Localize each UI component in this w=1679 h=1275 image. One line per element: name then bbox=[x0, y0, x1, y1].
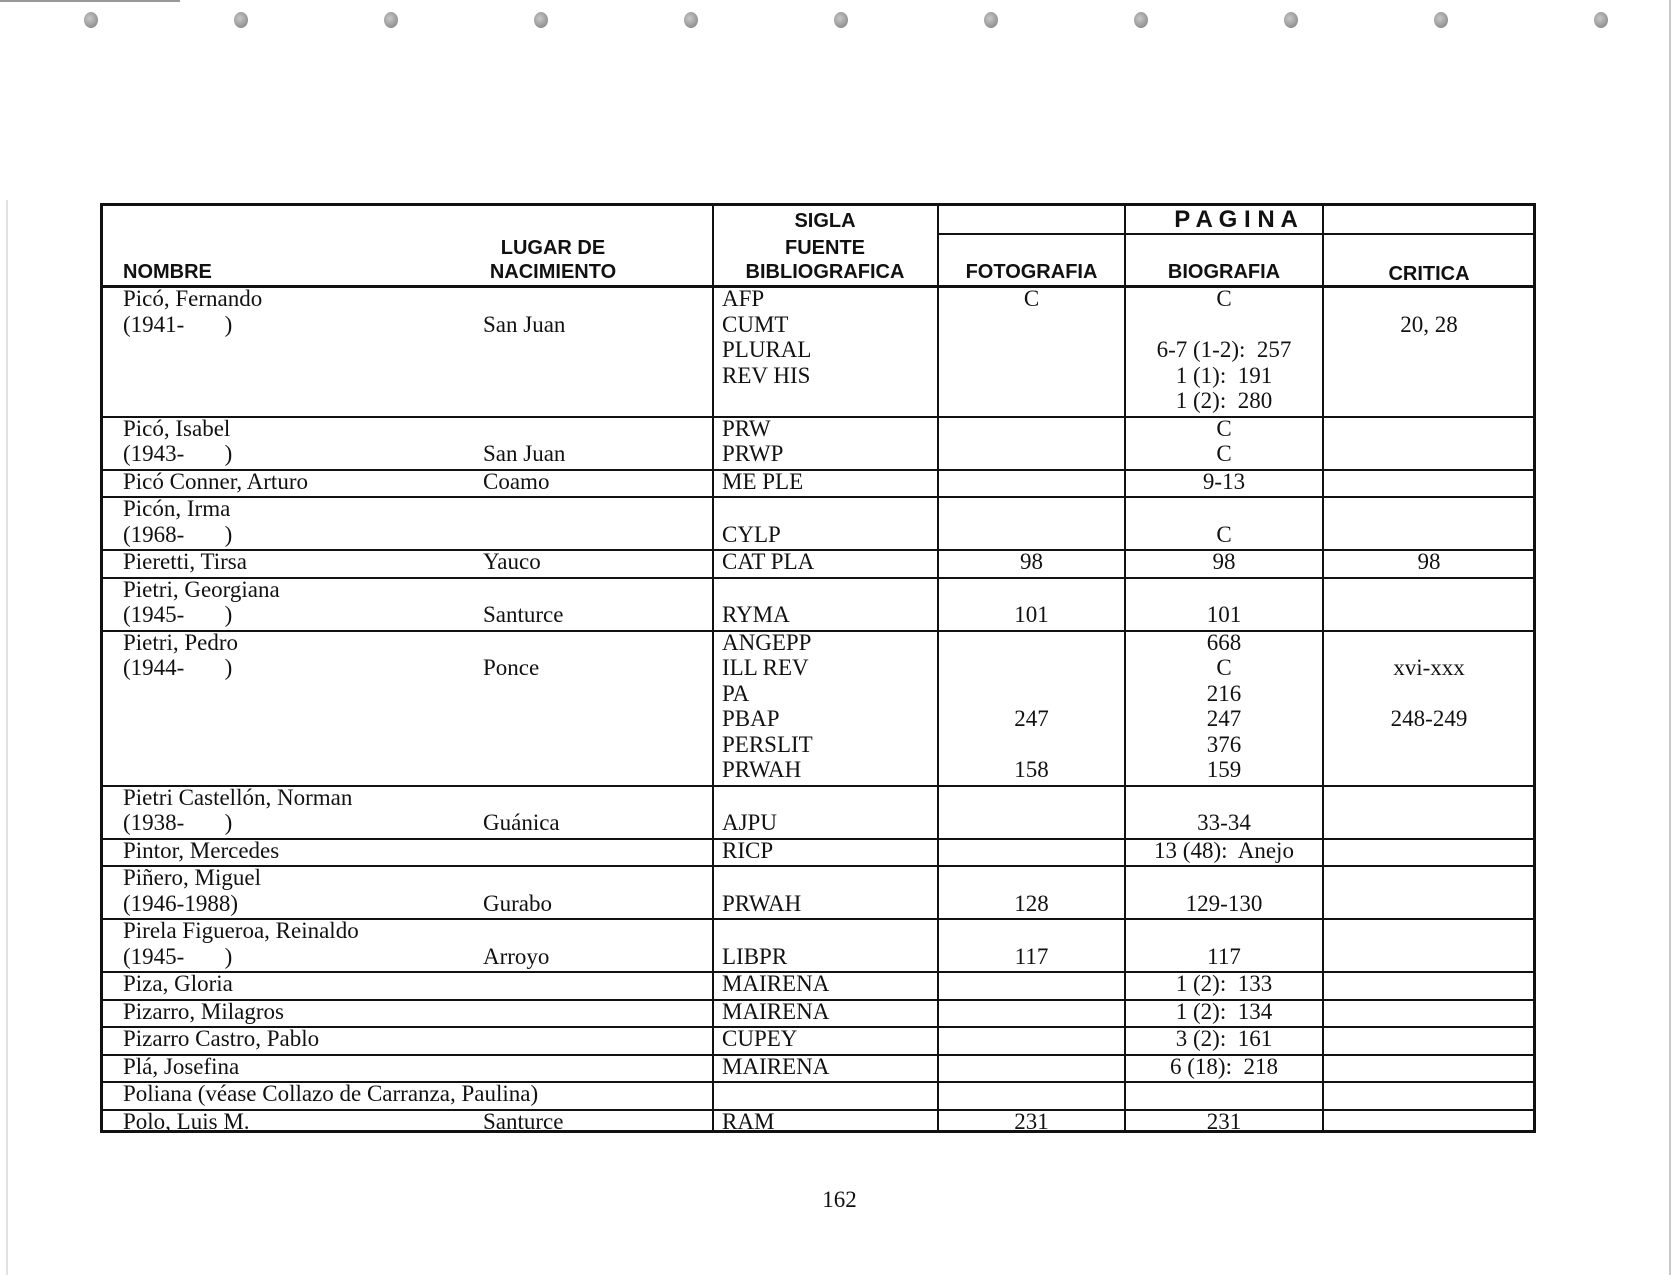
binder-hole-icon bbox=[1134, 12, 1148, 28]
cell-bio: C bbox=[1216, 521, 1232, 547]
cell-sigla: PRWAH bbox=[722, 890, 802, 916]
header-lugar-1: LUGAR DE bbox=[500, 237, 606, 259]
cell-bio: 1 (2): 134 bbox=[1175, 998, 1273, 1024]
cell-nombre: Plá, Josefina bbox=[123, 1053, 240, 1079]
header-fuente-2: BIBLIOGRAFICA bbox=[745, 261, 905, 283]
cell-lugar: Yauco bbox=[483, 549, 541, 574]
cell-sigla: ANGEPP ILL REV PA PBAP PERSLIT PRWAH bbox=[722, 629, 813, 782]
cell-sigla: AFP CUMT PLURAL REV HIS bbox=[722, 286, 812, 388]
scan-edge-line bbox=[0, 0, 180, 2]
cell-foto: 128 bbox=[1014, 890, 1049, 916]
cell-foto: 98 bbox=[1020, 549, 1043, 574]
header-fotografia: FOTOGRAFIA bbox=[965, 261, 1098, 283]
cell-lugar: Coamo bbox=[483, 468, 550, 494]
column-divider bbox=[712, 206, 714, 1130]
cell-lugar: Santurce bbox=[483, 602, 564, 627]
cell-critica: 98 bbox=[1417, 549, 1441, 574]
binder-hole-icon bbox=[534, 12, 548, 28]
bibliography-table bbox=[100, 203, 1536, 1133]
header-pagina: P A G I N A bbox=[1174, 206, 1298, 233]
cell-bio: 13 (48): Anejo bbox=[1154, 837, 1294, 863]
binder-hole-icon bbox=[684, 12, 698, 28]
binder-hole-icon bbox=[834, 12, 848, 28]
cell-bio: 9-13 bbox=[1202, 468, 1246, 494]
cell-sigla: LIBPR bbox=[722, 943, 788, 969]
cell-nombre: Picó, Fernando (1941- ) bbox=[123, 286, 263, 337]
cell-foto: 117 bbox=[1014, 943, 1049, 969]
cell-foto: 101 bbox=[1014, 602, 1049, 627]
cell-critica: 20, 28 bbox=[1400, 311, 1458, 337]
header-nombre: NOMBRE bbox=[123, 261, 212, 283]
cell-bio: 101 bbox=[1206, 602, 1242, 627]
cell-lugar: Ponce bbox=[483, 655, 540, 680]
cell-bio: 1 (2): 133 bbox=[1175, 971, 1273, 996]
binder-hole-icon bbox=[84, 12, 98, 28]
header-sigla: SIGLA bbox=[794, 210, 856, 232]
binder-hole-icon bbox=[984, 12, 998, 28]
cell-sigla: ME PLE bbox=[722, 468, 804, 494]
cell-sigla: CYLP bbox=[722, 521, 781, 547]
cell-bio: 231 bbox=[1206, 1108, 1242, 1134]
binder-hole-icon bbox=[1594, 12, 1608, 28]
cell-critica: xvi-xxx 248-249 bbox=[1390, 655, 1468, 731]
header-critica: CRITICA bbox=[1388, 263, 1470, 285]
cell-sigla: CAT PLA bbox=[722, 549, 815, 574]
cell-nombre: Picón, Irma (1968- ) bbox=[123, 496, 233, 547]
cell-lugar: Santurce bbox=[483, 1108, 564, 1134]
cell-nombre: Piza, Gloria bbox=[123, 971, 233, 996]
cell-nombre: Piñero, Miguel (1946-1988) bbox=[123, 865, 261, 916]
binder-holes bbox=[0, 8, 1679, 38]
binder-hole-icon bbox=[1434, 12, 1448, 28]
cell-nombre: Pietri Castellón, Norman (1938- ) bbox=[123, 784, 353, 835]
header-lugar-2: NACIMIENTO bbox=[489, 261, 617, 283]
cell-sigla: MAIRENA bbox=[722, 971, 830, 996]
binder-hole-icon bbox=[234, 12, 248, 28]
header-biografia: BIOGRAFIA bbox=[1167, 261, 1281, 283]
cell-nombre: Pirela Figueroa, Reinaldo (1945- ) bbox=[123, 918, 359, 969]
scan-edge-line-right bbox=[1669, 0, 1671, 1275]
cell-bio: 98 bbox=[1212, 549, 1236, 574]
binder-hole-icon bbox=[384, 12, 398, 28]
cell-nombre: Picó, Isabel (1943- ) bbox=[123, 415, 233, 466]
cell-bio: C C bbox=[1216, 415, 1232, 466]
cell-sigla: RYMA bbox=[722, 602, 790, 627]
cell-bio: 117 bbox=[1207, 943, 1241, 969]
cell-foto: 247 158 bbox=[1014, 706, 1049, 782]
cell-nombre: Poliana (véase Collazo de Carranza, Paulina) bbox=[123, 1081, 539, 1106]
cell-foto: C bbox=[1023, 286, 1040, 311]
cell-bio: 129-130 bbox=[1185, 890, 1263, 916]
cell-bio: C 6-7 (1-2): 257 1 (1): 191 1 (2): 280 bbox=[1156, 286, 1292, 413]
scan-edge-line-left bbox=[6, 200, 8, 1275]
cell-nombre: Pietri, Georgiana (1945- ) bbox=[123, 576, 280, 627]
cell-sigla: MAIRENA bbox=[722, 998, 830, 1024]
cell-sigla: RAM bbox=[722, 1108, 775, 1134]
cell-lugar: Arroyo bbox=[483, 943, 550, 969]
cell-nombre: Polo, Luis M. bbox=[123, 1108, 250, 1134]
cell-bio: 668 C 216 247 376 159 bbox=[1206, 629, 1242, 782]
cell-foto: 231 bbox=[1014, 1108, 1049, 1134]
cell-bio: 33-34 bbox=[1197, 810, 1251, 835]
cell-lugar: San Juan bbox=[483, 311, 566, 337]
cell-nombre: Pietri, Pedro (1944- ) bbox=[123, 629, 238, 680]
cell-lugar: Guánica bbox=[483, 810, 560, 835]
cell-sigla: PRW PRWP bbox=[722, 415, 784, 466]
cell-sigla: AJPU bbox=[722, 810, 777, 835]
cell-bio: 3 (2): 161 bbox=[1175, 1026, 1273, 1051]
cell-nombre: Picó Conner, Arturo bbox=[123, 468, 308, 494]
cell-nombre: Pizarro Castro, Pablo bbox=[123, 1026, 320, 1051]
header-fuente-1: FUENTE bbox=[785, 237, 865, 259]
cell-nombre: Pintor, Mercedes bbox=[123, 837, 280, 863]
cell-lugar: San Juan bbox=[483, 441, 566, 466]
cell-nombre: Pizarro, Milagros bbox=[123, 998, 284, 1024]
page-number: 162 bbox=[822, 1187, 857, 1212]
binder-hole-icon bbox=[1284, 12, 1298, 28]
pagina-divider bbox=[937, 233, 1533, 235]
cell-sigla: RICP bbox=[722, 837, 774, 863]
cell-sigla: MAIRENA bbox=[722, 1053, 830, 1079]
cell-bio: 6 (18): 218 bbox=[1170, 1053, 1278, 1079]
cell-sigla: CUPEY bbox=[722, 1026, 798, 1051]
cell-lugar: Gurabo bbox=[483, 890, 552, 916]
cell-nombre: Pieretti, Tirsa bbox=[123, 549, 247, 574]
